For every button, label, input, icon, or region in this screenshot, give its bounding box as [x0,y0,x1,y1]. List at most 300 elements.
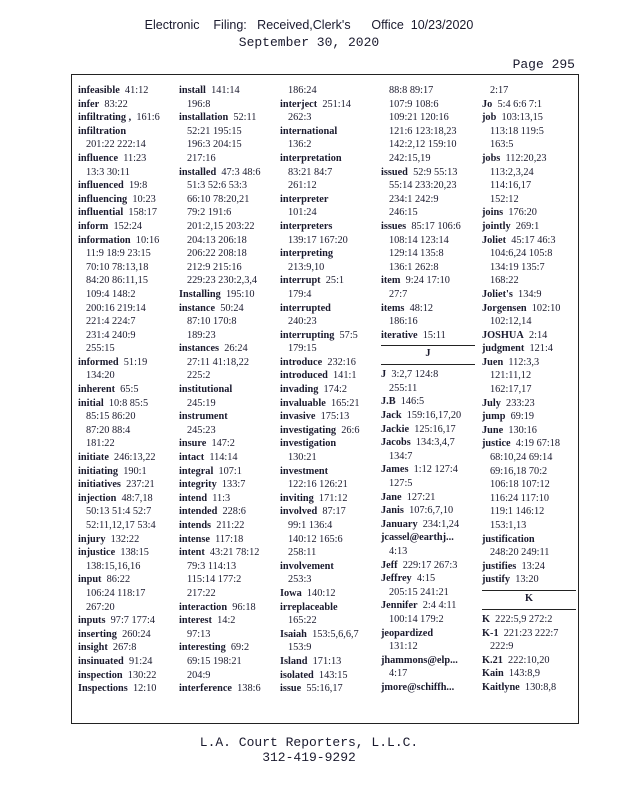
index-entry [179,519,261,533]
index-term: infer [78,98,100,110]
index-entry [381,463,475,477]
index-entry-continuation [78,138,160,152]
index-refs: 204:9 [187,669,211,681]
index-refs: 130:8,8 [524,681,557,693]
index-term: interrupted [280,302,331,314]
index-entry-continuation [381,450,475,464]
index-entry [78,451,160,465]
index-refs: 25:1 [325,275,345,287]
index-term: intend [179,492,208,504]
index-entry-continuation [381,179,475,193]
index-entry-continuation [381,261,475,275]
index-term: install [179,85,206,96]
index-refs: 233:23 [506,397,535,409]
index-refs: 2:17 [490,85,509,96]
index-entry-continuation [78,274,160,288]
index-entry [482,667,576,681]
index-refs: 242:15,19 [389,152,431,164]
index-refs: 12:10 [132,683,157,695]
index-entry-continuation [179,669,261,683]
index-refs: 79:2 191:6 [187,207,232,219]
index-refs: 113:2,3,24 [490,166,534,178]
index-entry-continuation [78,247,160,261]
index-term: interrupting [280,329,335,341]
index-entry-continuation [381,206,475,220]
index-entry-continuation [381,667,475,681]
index-entry [280,560,360,574]
index-refs: 4:13 [389,546,408,557]
index-refs: 211:22 [216,520,245,531]
index-entry-continuation [179,655,261,669]
index-refs: 129:14 135:8 [389,248,444,260]
index-entry-continuation [482,274,576,288]
index-entry [482,288,576,302]
index-term: Janis [381,505,404,517]
reporter-phone: 312-419-9292 [262,750,356,765]
index-refs: 179:15 [288,343,317,355]
index-term: introduced [280,370,328,382]
index-refs: 106:18 107:12 [490,479,550,491]
index-entry [482,234,576,248]
index-refs: 246:15 [389,207,418,219]
index-entry-continuation [381,193,475,207]
index-entry [280,397,360,411]
index-refs: 205:15 241:21 [389,586,449,598]
index-term: informed [78,356,119,368]
index-entry-continuation [78,342,160,356]
index-term: interaction [179,601,228,613]
index-term: integral [179,465,214,477]
index-refs: 51:3 52:6 53:3 [187,180,248,192]
index-entry-continuation [78,288,160,302]
index-column-4 [381,84,475,695]
index-entry-continuation [179,274,261,288]
index-entry-continuation [482,546,576,560]
index-refs: 174:2 [323,384,347,396]
index-refs: 97:7 177:4 [110,615,155,627]
index-refs: 229:23 230:2,3,4 [187,275,258,287]
index-term: infiltrating , [78,112,132,124]
index-refs: 134:3,4,7 [415,437,455,449]
index-entry-continuation [381,84,475,98]
index-refs: 41:12 [124,85,149,96]
index-term: judgment [482,343,525,355]
index-entry [482,560,576,574]
index-term: inserting [78,628,117,640]
index-refs: 127:5 [389,478,413,490]
index-entry [280,601,360,615]
index-term: issued [381,166,408,178]
index-entry-continuation [482,369,576,383]
index-refs: 260:24 [122,628,151,640]
index-refs: 258:11 [288,547,317,559]
index-refs: 153:1,13 [490,520,527,531]
index-term: J.B [381,396,396,408]
index-refs: 101:24 [288,207,317,219]
index-entry [482,220,576,234]
index-term: initiatives [78,479,121,491]
index-entry [78,682,160,696]
index-term: issue [280,683,302,695]
index-refs: 48:12 [409,302,434,314]
index-refs: 83:21 84:7 [288,166,333,178]
index-entry-continuation [280,166,360,180]
index-term: Installing [179,288,221,300]
index-entry [179,451,261,465]
index-refs: 246:13,22 [114,452,156,464]
index-refs: 196:8 [187,98,211,110]
index-refs: 55:14 233:20,23 [389,180,457,192]
index-entry-continuation [179,125,261,139]
transcript-date: September 30, 2020 [238,35,380,50]
index-entry [78,356,160,370]
index-entry [179,492,261,506]
index-refs: 133:7 [221,479,246,491]
index-refs: 85:15 86:20 [86,411,136,423]
index-entry [280,356,360,370]
index-term: infeasible [78,85,120,96]
index-entry [179,410,261,424]
index-term: iterative [381,329,418,341]
index-refs: 107:1 [218,465,242,477]
index-refs: 91:24 [128,655,153,667]
index-refs: 66:10 78:20,21 [187,193,250,205]
index-refs: 52:11 [233,112,257,124]
index-refs: 69:15 198:21 [187,655,242,667]
index-term: K.21 [482,654,503,666]
index-refs: 140:12 [306,587,336,599]
index-term: Kain [482,668,504,680]
index-refs: 57:5 [339,329,358,341]
index-term: information [78,234,131,246]
index-refs: 86:22 [106,574,131,586]
index-term: instance [179,302,216,314]
index-refs: 255:11 [389,382,418,394]
index-term: intended [179,506,218,518]
index-entry [482,573,576,587]
index-refs: 102:10 [531,302,561,314]
index-entry-continuation [482,247,576,261]
index-refs: 100:14 179:2 [389,613,444,625]
index-entry-continuation [280,261,360,275]
index-refs: 113:18 119:5 [490,125,544,137]
index-entry-continuation [280,234,360,248]
index-refs: 162:17,17 [490,384,532,396]
index-entry [280,193,360,207]
index-term: influencing [78,193,128,205]
index-entry [179,533,261,547]
index-refs: 190:1 [123,465,147,477]
index-entry [280,369,360,383]
index-entry [78,614,160,628]
index-entry [482,533,576,547]
index-entry-continuation [78,329,160,343]
index-entry-continuation [280,138,360,152]
index-term: installation [179,112,229,124]
index-term: K [482,613,491,625]
index-refs: 52:21 195:15 [187,125,242,137]
index-refs: 222:5,9 272:2 [495,613,553,625]
index-entry-continuation [482,261,576,275]
index-entry [280,274,360,288]
index-refs: 102:12,14 [490,316,532,328]
index-term: injection [78,492,117,504]
index-refs: 108:14 123:14 [389,234,449,246]
index-term: J [381,369,387,381]
index-column-5 [482,84,576,695]
index-refs: 119:1 146:12 [490,506,545,518]
index-refs: 11:9 18:9 23:15 [86,248,151,260]
index-term: input [78,574,102,586]
index-entry [179,505,261,519]
index-term: Juen [482,356,504,368]
index-refs: 267:20 [86,601,115,613]
index-refs: 200:16 219:14 [86,302,146,314]
index-refs: 168:22 [490,275,519,287]
index-term: isolated [280,669,314,681]
index-entry-continuation [482,505,576,519]
index-entry-continuation [381,545,475,559]
index-refs: 206:22 208:18 [187,248,247,260]
index-entry-continuation [179,220,261,234]
index-refs: 175:13 [320,411,350,423]
index-term: initiating [78,465,119,477]
index-entry-continuation [381,98,475,112]
index-entry-continuation [179,573,261,587]
index-refs: 88:8 89:17 [389,85,434,96]
index-entry [280,682,360,696]
index-entry-continuation [482,138,576,152]
index-term: justice [482,438,511,450]
index-entry [78,383,160,397]
index-entry [78,546,160,560]
index-refs: 26:24 [224,343,248,355]
index-term: Isaiah [280,628,307,640]
index-refs: 52:11,12,17 53:4 [86,520,156,531]
index-entry [78,655,160,669]
index-refs: 11:23 [123,152,147,164]
index-term: June [482,424,504,436]
index-entry-continuation [280,84,360,98]
index-entry [482,437,576,451]
index-entry [482,356,576,370]
index-refs: 14:2 [217,615,236,627]
index-term: joins [482,207,504,219]
index-entry-continuation [280,478,360,492]
index-entry-continuation [179,315,261,329]
index-refs: 1:12 127:4 [413,464,458,476]
index-entry [482,329,576,343]
index-entry [482,654,576,668]
index-entry [78,193,160,207]
index-entry-continuation [280,546,360,560]
index-entry-continuation [280,519,360,533]
index-entry [381,491,475,505]
index-term: initiate [78,452,109,464]
index-refs: 171:12 [318,492,348,504]
index-column-1 [78,84,160,696]
index-term: insure [179,438,207,450]
reporter-name: L.A. Court Reporters, L.L.C. [199,735,419,750]
index-term: investigating [280,424,337,436]
index-term: introduce [280,356,323,368]
index-refs: 171:13 [312,655,342,667]
index-refs: 97:13 [187,628,211,640]
index-term: justifies [482,560,517,572]
index-entry-continuation [179,247,261,261]
index-entry-continuation [78,261,160,275]
index-refs: 140:12 165:6 [288,533,343,545]
index-entry [78,206,160,220]
index-entry [179,437,261,451]
index-term: institutional [179,384,233,396]
index-entry-continuation [482,465,576,479]
index-entry [381,423,475,437]
index-term: influential [78,207,124,219]
index-refs: 152:12 [490,193,519,205]
index-entry [482,152,576,166]
index-term: inspection [78,669,123,681]
index-entry [280,247,360,261]
index-entry-continuation [381,234,475,248]
index-term: July [482,397,501,409]
index-refs: 234:1,24 [422,518,460,530]
index-refs: 134:9 [518,288,542,300]
index-term: integrity [179,479,217,491]
index-term: interpretation [280,152,342,164]
index-entry-continuation [179,206,261,220]
index-entry [179,601,261,615]
index-entry [78,220,160,234]
index-term: intent [179,547,205,559]
index-refs: 10:8 85:5 [108,397,149,409]
index-term: Jennifer [381,600,418,612]
index-entry-continuation [78,369,160,383]
index-refs: 136:2 [288,139,312,151]
index-refs: 65:5 [120,384,139,396]
index-refs: 96:18 [232,601,256,613]
index-refs: 153:9 [288,642,312,654]
index-refs: 221:23 222:7 [503,627,559,639]
index-entry [280,98,360,112]
filing-stamp-line: Electronic Filing: Received,Clerk's Office 10/23/2020 [144,18,474,32]
index-term: Jo [482,98,493,110]
index-term: interpreter [280,193,329,205]
index-refs: 138:6 [237,683,261,695]
index-refs: 121:4 [529,343,553,355]
index-refs: 9:24 17:10 [405,275,450,287]
index-refs: 176:20 [508,207,537,219]
index-refs: 231:4 240:9 [86,329,136,341]
index-entry [280,437,360,451]
index-entry-continuation [482,125,576,139]
index-entry [78,533,160,547]
index-term: job [482,112,497,124]
index-refs: 161:6 [136,112,160,124]
index-entry-continuation [179,138,261,152]
index-entry-continuation [381,247,475,261]
index-refs: 130:22 [127,669,157,681]
index-entry-continuation [179,193,261,207]
index-entry-continuation [381,152,475,166]
index-refs: 47:3 48:6 [221,166,261,178]
index-refs: 138:15 [120,547,149,559]
index-refs: 158:17 [128,207,157,219]
index-entry [78,397,160,411]
index-refs: 107:6,7,10 [409,505,454,517]
index-term: Inspections [78,683,128,695]
index-refs: 245:19 [187,397,216,409]
index-entry-continuation [482,166,576,180]
index-entry-continuation [78,424,160,438]
index-entry-continuation [179,424,261,438]
index-entry-continuation [482,451,576,465]
index-refs: 142:2,12 159:10 [389,139,457,151]
index-term: involved [280,506,318,518]
index-entry [179,166,261,180]
index-entry [381,504,475,518]
index-term: interpreters [280,220,333,232]
index-refs: 146:5 [400,396,425,408]
index-entry [482,424,576,438]
index-entry-continuation [482,492,576,506]
index-refs: 217:22 [187,587,216,599]
index-refs: 26:6 [341,424,360,436]
index-column-2 [179,84,261,696]
index-refs: 132:22 [110,533,140,545]
index-refs: 147:2 [211,438,235,450]
index-entry-continuation [280,206,360,220]
index-entry-continuation [381,125,475,139]
index-entry [381,302,475,316]
index-entry [179,288,261,302]
index-entry-continuation [381,315,475,329]
index-refs: 262:3 [288,112,312,124]
index-refs: 228:6 [222,506,246,518]
index-term: interference [179,683,232,695]
index-entry [179,614,261,628]
index-term: intact [179,452,205,464]
index-entry [381,531,475,545]
index-refs: 104:6,24 105:8 [490,248,553,260]
index-refs: 50:24 [220,302,244,314]
index-refs: 121:6 123:18,23 [389,125,457,137]
index-entry-continuation [280,315,360,329]
index-entry-continuation [179,152,261,166]
index-entry-continuation [482,315,576,329]
index-refs: 43:21 78:12 [209,547,260,559]
index-term: items [381,302,405,314]
index-refs: 222:10,20 [508,654,550,666]
index-entry [179,383,261,397]
index-refs: 52:9 55:13 [413,166,458,178]
index-term: infiltration [78,125,127,137]
index-entry [179,342,261,356]
index-refs: 213:9,10 [288,261,325,273]
index-term: inviting [280,492,314,504]
index-refs: 79:3 114:13 [187,560,237,572]
index-entry-continuation [381,586,475,600]
index-refs: 131:12 [389,641,418,653]
index-refs: 85:17 106:6 [411,220,461,232]
index-entry [280,492,360,506]
index-refs: 181:22 [86,438,115,450]
index-refs: 201:2,15 203:22 [187,220,255,232]
index-refs: 234:1 242:9 [389,193,439,205]
index-refs: 48:7,18 [121,492,153,504]
index-refs: 217:16 [187,152,216,164]
index-term: intense [179,533,210,545]
